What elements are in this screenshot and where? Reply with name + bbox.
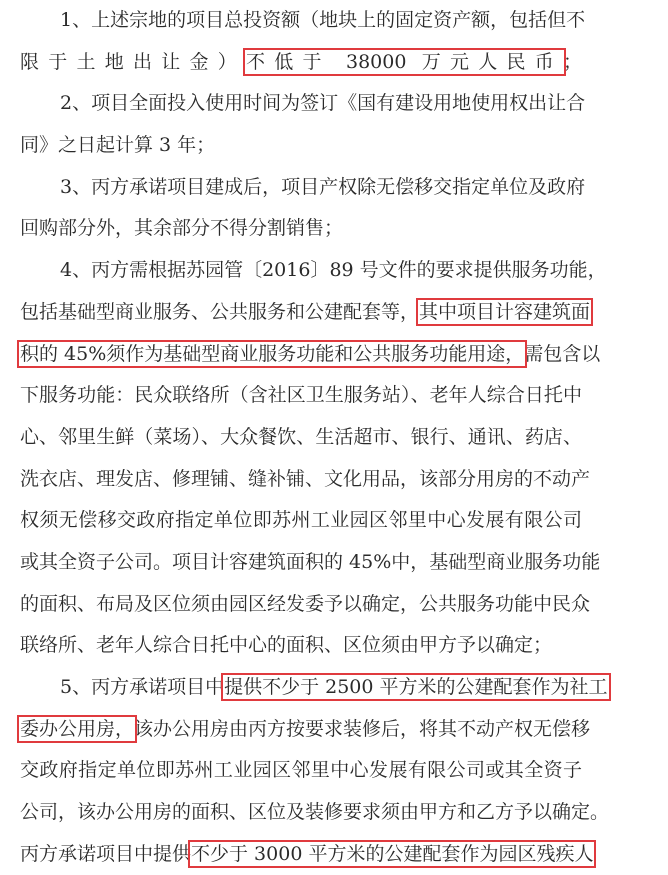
text-segment: 心、邻里生鲜（菜场）、大众餐饮、生活超市、银行、通讯、药店、 bbox=[20, 425, 582, 448]
text-segment: 1、上述宗地的项目总投资额（地块上的固定资产额，包括但不 bbox=[60, 9, 586, 31]
text-segment: ； bbox=[562, 50, 582, 73]
text-segment: 5、丙方承诺项目中 bbox=[60, 676, 225, 698]
text-segment: 需包含以 bbox=[524, 342, 601, 365]
highlighted-text: 其中项目计容建筑面 bbox=[419, 300, 591, 323]
text-line bbox=[20, 834, 594, 875]
text-segment: 或其全资子公司。项目计容建筑面积的 45%中，基础型商业服务功能 bbox=[20, 550, 601, 573]
text-line bbox=[20, 42, 582, 84]
text-segment: 权须无偿移交政府指定单位即苏州工业园区邻里中心发展有限公司 bbox=[20, 509, 582, 532]
text-line bbox=[20, 125, 582, 167]
text-line bbox=[20, 792, 610, 834]
highlighted-text: 委办公用房， bbox=[20, 717, 135, 740]
highlighted-text: 不低于 38000 万元人民币 bbox=[245, 50, 563, 73]
highlighted-text: 提供不少于 2500 平方米的公建配套作为社工 bbox=[224, 676, 608, 698]
highlighted-text: 不少于 3000 平方米的公建配套作为园区残疾人 bbox=[191, 842, 594, 865]
text-segment: 限于土地出让金） bbox=[20, 50, 246, 73]
text-segment: 交政府指定单位即苏州工业园区邻里中心发展有限公司或其全资子 bbox=[20, 759, 582, 782]
text-segment: 的面积、布局及区位须由园区经发委予以确定，公共服务功能中民众 bbox=[20, 592, 591, 615]
text-line bbox=[20, 584, 591, 626]
text-line bbox=[20, 292, 591, 334]
text-line bbox=[20, 417, 582, 459]
text-line bbox=[20, 375, 582, 417]
highlighted-text: 积的 45%须作为基础型商业服务功能和公共服务功能用途， bbox=[20, 342, 525, 365]
text-line bbox=[20, 208, 582, 250]
text-segment: 2、项目全面投入使用时间为签订《国有建设用地使用权出让合 bbox=[60, 92, 586, 115]
text-line bbox=[20, 250, 607, 292]
text-segment: 3、丙方承诺项目建成后，项目产权除无偿移交指定单位及政府 bbox=[60, 175, 586, 198]
text-segment: 4、丙方需根据苏园管〔2016〕89 号文件的要求提供服务功能， bbox=[60, 259, 607, 282]
text-segment: 回购部分外，其余部分不得分割销售； bbox=[20, 217, 344, 240]
text-line bbox=[20, 750, 582, 792]
text-segment: 丙方承诺项目中提供 bbox=[20, 842, 192, 865]
text-segment: 公司，该办公用房的面积、区位及装修要求须由甲方和乙方予以确定。 bbox=[20, 801, 610, 824]
text-line bbox=[20, 667, 608, 709]
text-line bbox=[20, 167, 586, 209]
text-segment: 包括基础型商业服务、公共服务和公建配套等， bbox=[20, 300, 420, 323]
text-line bbox=[20, 334, 601, 376]
document-body bbox=[20, 0, 610, 875]
text-line bbox=[20, 625, 582, 667]
text-line bbox=[20, 0, 586, 42]
text-segment: 联络所、老年人综合日托中心的面积、区位须由甲方予以确定； bbox=[20, 634, 553, 657]
text-segment: 该办公用房由丙方按要求装修后，将其不动产权无偿移 bbox=[134, 717, 591, 740]
text-line bbox=[20, 542, 601, 584]
text-line bbox=[20, 83, 586, 125]
text-line bbox=[20, 459, 591, 501]
text-line bbox=[20, 709, 591, 751]
text-segment: 下服务功能：民众联络所（含社区卫生服务站）、老年人综合日托中 bbox=[20, 384, 582, 407]
text-line bbox=[20, 500, 582, 542]
text-segment: 洗衣店、理发店、修理铺、缝补铺、文化用品，该部分用房的不动产 bbox=[20, 467, 591, 490]
text-segment: 同》之日起计算 3 年； bbox=[20, 134, 216, 157]
